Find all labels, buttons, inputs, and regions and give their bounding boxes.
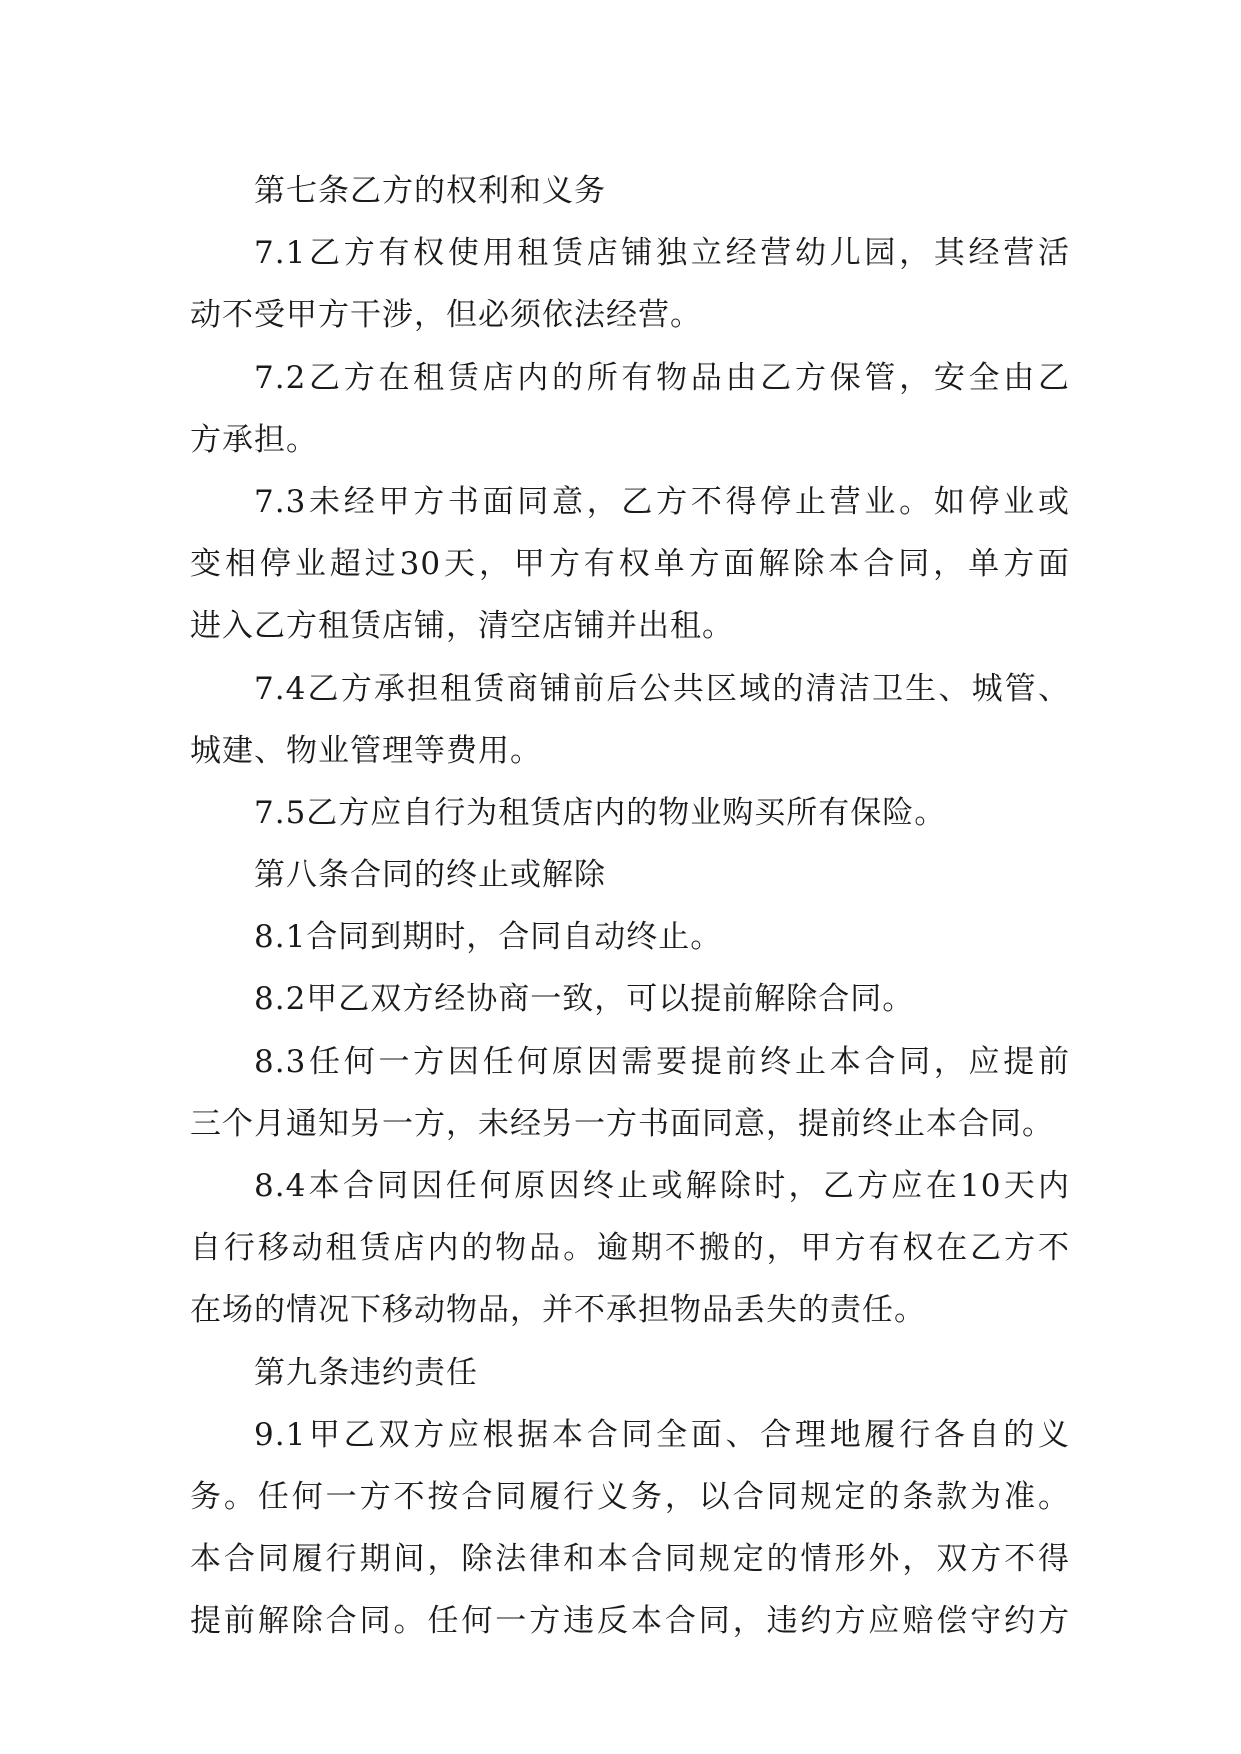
clause-7-4-line-1: 7.4乙方承担租赁商铺前后公共区域的清洁卫生、城管、 (254, 670, 1070, 707)
section-heading-7: 第七条乙方的权利和义务 (254, 173, 606, 209)
clause-9-1-line-3: 本合同履行期间，除法律和本合同规定的情形外，双方不得 (190, 1541, 1070, 1578)
clause-7-2-line-1: 7.2乙方在租赁店内的所有物品由乙方保管，安全由乙 (254, 359, 1070, 396)
section-heading-9: 第九条违约责任 (254, 1354, 478, 1391)
contract-body (190, 160, 1070, 1653)
clause-7-1-line-1: 7.1乙方有权使用租赁店铺独立经营幼儿园，其经营活 (254, 235, 1070, 272)
clause-7-3-line-1: 7.3未经甲方书面同意，乙方不得停止营业。如停业或 (254, 483, 1070, 520)
clause-9-1-line-2: 务。任何一方不按合同履行义务，以合同规定的条款为准。 (190, 1478, 1070, 1515)
clause-9-1-line-1: 9.1甲乙双方应根据本合同全面、合理地履行各自的义 (254, 1416, 1070, 1453)
clause-7-4-line-2: 城建、物业管理等费用。 (190, 732, 542, 769)
clause-7-3-line-3: 进入乙方租赁店铺，清空店铺并出租。 (190, 608, 734, 645)
clause-8-4-line-2: 自行移动租赁店内的物品。逾期不搬的，甲方有权在乙方不 (190, 1230, 1070, 1267)
clause-8-2-line-1: 8.2甲乙双方经协商一致，可以提前解除合同。 (254, 981, 915, 1018)
clause-8-3-line-1: 8.3任何一方因任何原因需要提前终止本合同，应提前 (254, 1043, 1070, 1080)
clause-9-1-line-4: 提前解除合同。任何一方违反本合同，违约方应赔偿守约方 (190, 1603, 1070, 1640)
clause-8-3-line-2: 三个月通知另一方，未经另一方书面同意，提前终止本合同。 (190, 1105, 1054, 1142)
clause-7-3-line-2: 变相停业超过30天，甲方有权单方面解除本合同，单方面 (190, 546, 1070, 583)
clause-8-4-line-3: 在场的情况下移动物品，并不承担物品丢失的责任。 (190, 1292, 926, 1329)
clause-7-5-line-1: 7.5乙方应自行为租赁店内的物业购买所有保险。 (254, 794, 947, 831)
clause-8-1-line-1: 8.1合同到期时，合同自动终止。 (254, 919, 723, 956)
clause-7-1-line-2: 动不受甲方干涉，但必须依法经营。 (190, 297, 702, 334)
clause-7-2-line-2: 方承担。 (190, 421, 318, 458)
clause-8-4-line-1: 8.4本合同因任何原因终止或解除时，乙方应在10天内 (254, 1168, 1070, 1204)
section-heading-8: 第八条合同的终止或解除 (254, 857, 606, 894)
